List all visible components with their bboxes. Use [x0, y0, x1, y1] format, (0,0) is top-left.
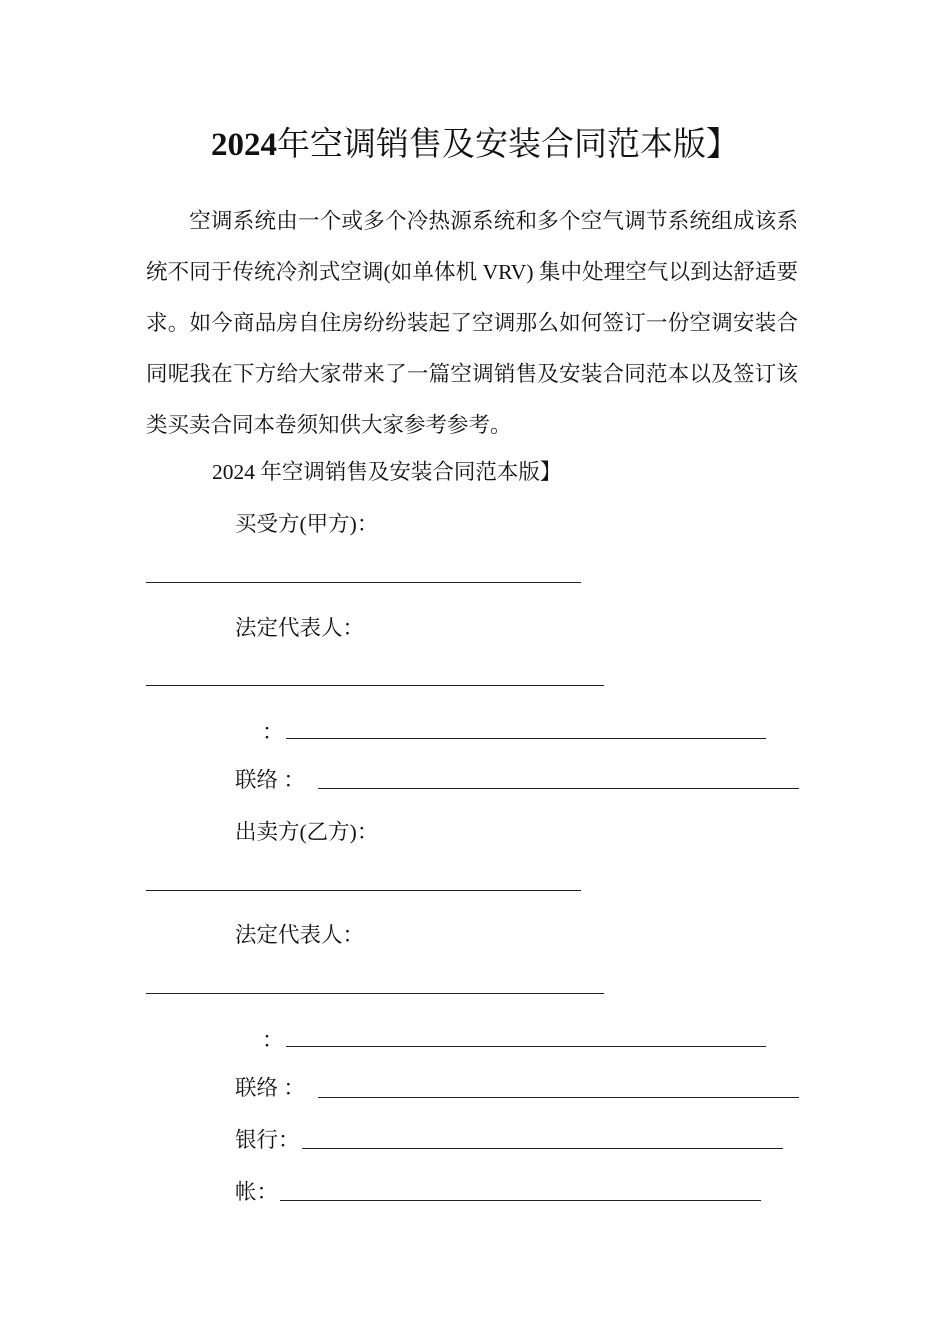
contract-subtitle: 2024 年空调销售及安装合同范本版】 [212, 460, 562, 484]
seller-contact-blank [318, 1097, 799, 1098]
buyer-rep-blank [146, 685, 604, 686]
account-label: 帐： [235, 1180, 279, 1204]
buyer-contact-label: 联络 ： [235, 768, 305, 792]
buyer-colon-label: ： [262, 720, 284, 744]
seller-colon-label: ： [262, 1028, 284, 1052]
buyer-rep-label: 法定代表人： [235, 616, 365, 640]
seller-contact-label: 联络 ： [235, 1076, 305, 1100]
bank-blank [302, 1148, 783, 1149]
account-blank [280, 1200, 761, 1201]
bank-label: 银行： [235, 1128, 300, 1152]
intro-paragraph [146, 196, 798, 451]
title-year: 2024 [211, 127, 277, 163]
seller-name-blank [146, 890, 581, 891]
buyer-colon-blank [286, 738, 766, 739]
seller-colon-blank [286, 1046, 766, 1047]
buyer-label: 买受方(甲方)： [235, 512, 379, 536]
document-title [0, 124, 950, 166]
seller-label: 出卖方(乙方)： [235, 820, 379, 844]
seller-rep-label: 法定代表人： [235, 923, 365, 947]
intro-text: 空调系统由一个或多个冷热源系统和多个空气调节系统组成该系统不同于传统冷剂式空调(如单体机 VRV) 集中处理空气以到达舒适要求。如今商品房自住房纷纷装起了空调那么如何签订一份空调安装合同呢我在下方给大家带来了一篇空调销售及安装合同范本以及签订该类买卖合同本卷须知供大家参考参考。 [146, 209, 798, 437]
buyer-contact-blank [318, 788, 799, 789]
buyer-name-blank [146, 582, 581, 583]
title-text: 年空调销售及安装合同范本版】 [277, 127, 739, 163]
seller-rep-blank [146, 993, 604, 994]
